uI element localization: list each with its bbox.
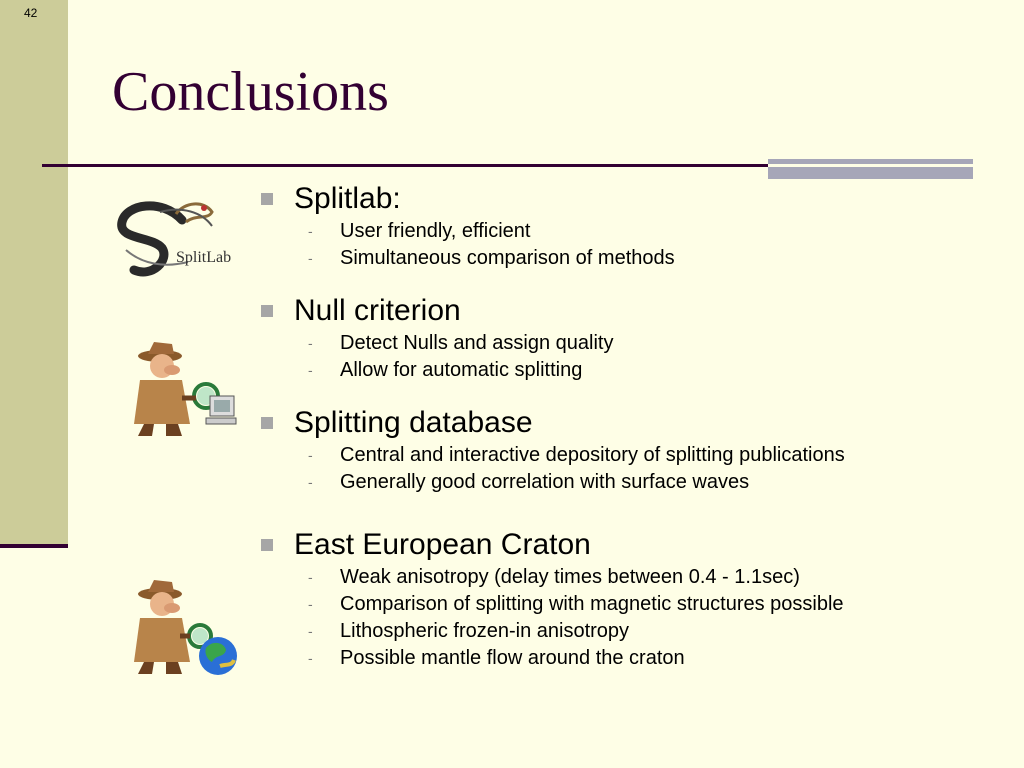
bullet-heading-text: Splitting database	[294, 406, 533, 439]
dash-bullet-icon: -	[308, 569, 313, 585]
bullet-heading	[258, 526, 998, 564]
dash-bullet-icon: -	[308, 447, 313, 463]
sub-bullet-text: Comparison of splitting with magnetic structures possible	[340, 593, 844, 615]
sub-bullet-text: Central and interactive depository of splitting publications	[340, 444, 845, 466]
dash-bullet-icon: -	[308, 335, 313, 351]
dash-bullet-icon: -	[308, 650, 313, 666]
square-bullet-icon	[261, 417, 273, 429]
square-bullet-icon	[261, 305, 273, 317]
left-decorative-band	[0, 0, 68, 546]
sub-bullet-text: Lithospheric frozen-in anisotropy	[340, 620, 630, 642]
sub-bullet	[258, 645, 998, 672]
band-foot-rule	[0, 544, 68, 548]
bullet-heading-text: East European Craton	[294, 528, 591, 561]
sub-bullet	[258, 442, 998, 469]
sub-bullet	[258, 330, 998, 357]
sub-bullet-text: Weak anisotropy (delay times between 0.4 - 1.1sec)	[340, 566, 800, 588]
section-splitlab	[258, 180, 998, 272]
detective-computer-image	[120, 340, 238, 440]
dash-bullet-icon: -	[308, 623, 313, 639]
sub-bullet	[258, 591, 998, 618]
square-bullet-icon	[261, 539, 273, 551]
dash-bullet-icon: -	[308, 362, 313, 378]
splitlab-logo-text: SplitLab	[176, 249, 232, 266]
dash-bullet-icon: -	[308, 223, 313, 239]
sub-bullet-text: Simultaneous comparison of methods	[340, 247, 675, 269]
detective-globe-image	[120, 580, 242, 678]
sub-bullet-text: Detect Nulls and assign quality	[340, 332, 614, 354]
bullet-heading-text: Splitlab:	[294, 182, 401, 215]
sub-bullet	[258, 618, 998, 645]
sub-bullet	[258, 469, 998, 496]
sub-bullet	[258, 218, 998, 245]
dash-bullet-icon: -	[308, 250, 313, 266]
sub-bullet-text: User friendly, efficient	[340, 220, 531, 242]
sub-bullet-text: Allow for automatic splitting	[340, 359, 583, 381]
section-splitting-database	[258, 404, 998, 496]
section-east-european-craton	[258, 526, 998, 672]
bullet-heading-text: Null criterion	[294, 294, 461, 327]
sub-bullet-text: Possible mantle flow around the craton	[340, 647, 685, 669]
bullet-heading	[258, 292, 998, 330]
title-rule-accent	[768, 159, 973, 179]
bullet-heading	[258, 404, 998, 442]
dash-bullet-icon: -	[308, 474, 313, 490]
title-rule	[42, 164, 772, 167]
bullet-list	[258, 180, 998, 672]
bullet-heading	[258, 180, 998, 218]
square-bullet-icon	[261, 193, 273, 205]
page-title: Conclusions	[112, 61, 389, 123]
slide-number: 42	[24, 6, 38, 20]
sub-bullet	[258, 357, 998, 384]
dash-bullet-icon: -	[308, 596, 313, 612]
section-null-criterion	[258, 292, 998, 384]
sub-bullet	[258, 564, 998, 591]
splitlab-logo	[112, 192, 242, 284]
sub-bullet	[258, 245, 998, 272]
sub-bullet-text: Generally good correlation with surface waves	[340, 471, 750, 493]
